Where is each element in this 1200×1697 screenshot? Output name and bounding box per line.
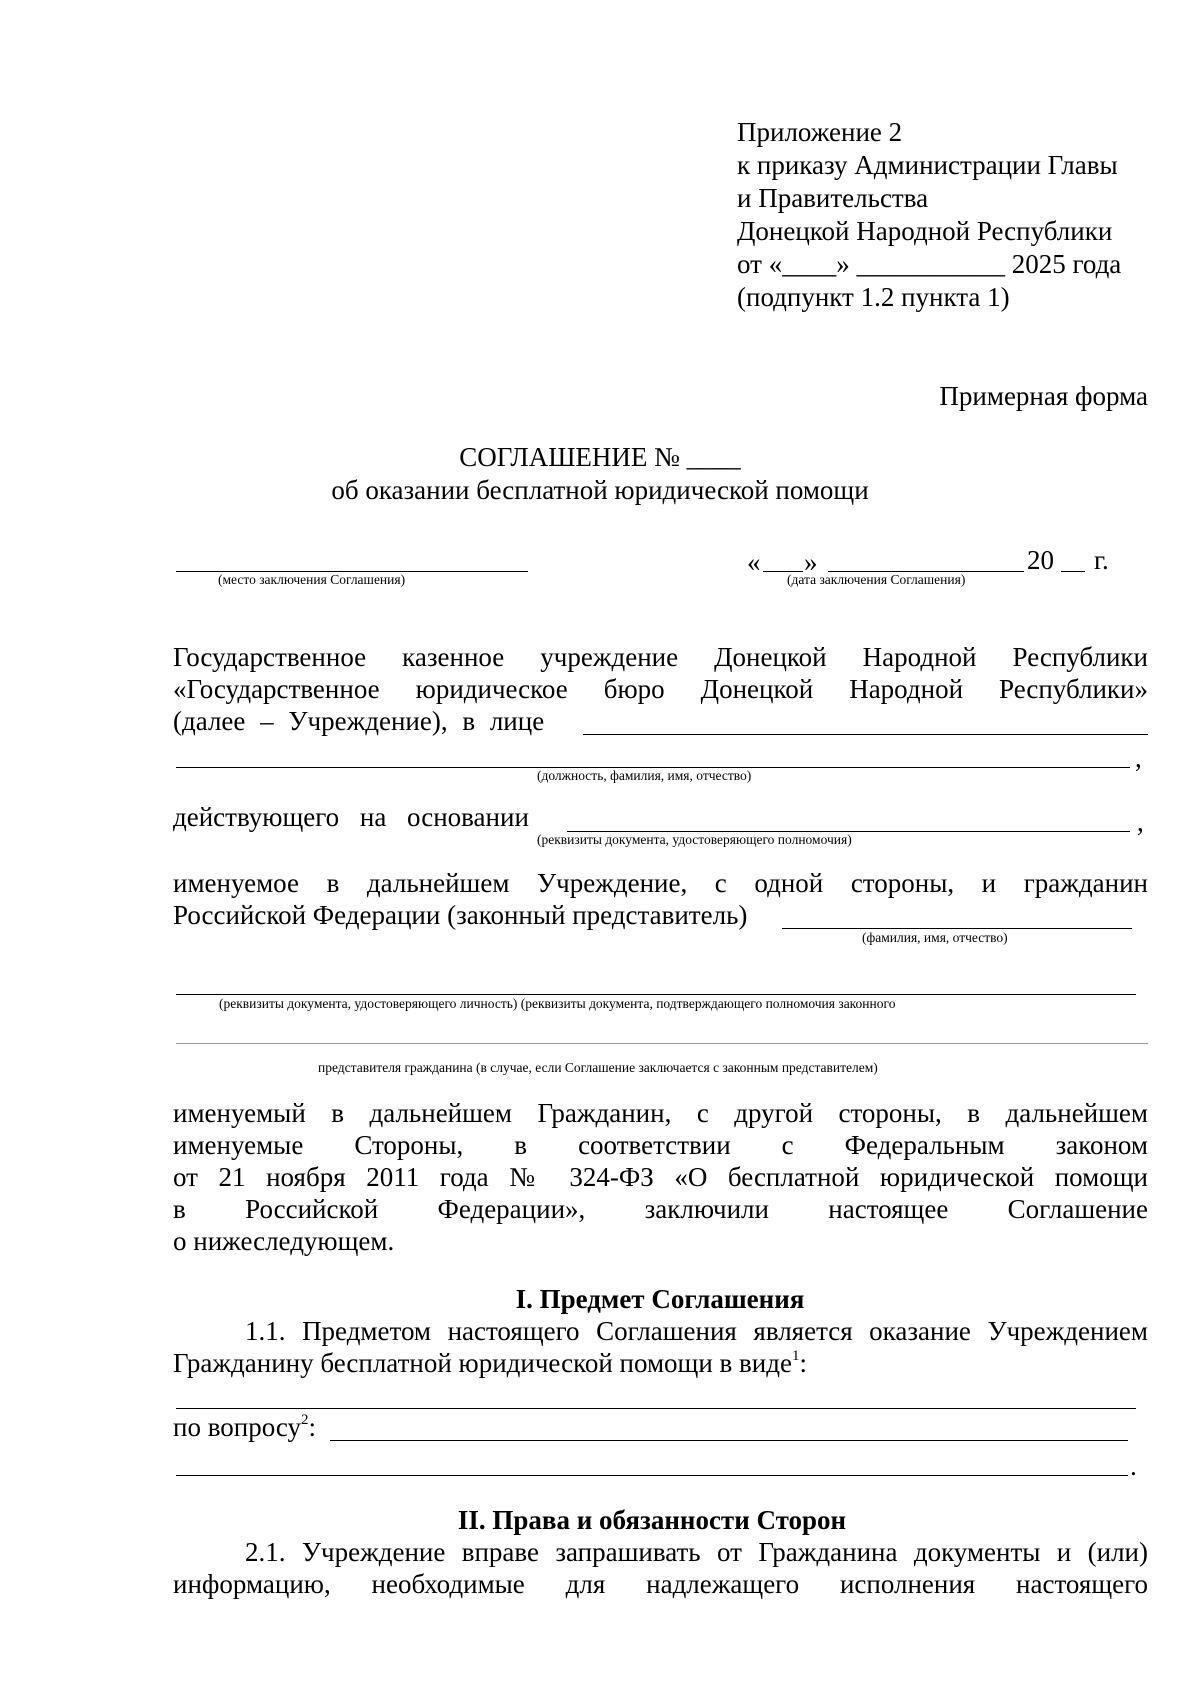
representative-docs-caption: представителя гражданина (в случае, если Соглашение заключается с законным представителем)	[318, 1060, 878, 1075]
date-caption: (дата заключения Соглашения)	[787, 572, 966, 587]
agreement-line2: именуемые Стороны, в соответствии с Федеральным законом	[173, 1130, 1148, 1160]
question-field-line-2[interactable]	[176, 1475, 1128, 1476]
citizen-docs-caption: (реквизиты документа, удостоверяющего личность) (реквизиты документа, подтверждающего полномочия законного	[219, 996, 896, 1011]
year-suffix: г.	[1094, 545, 1109, 575]
position-caption: (должность, фамилия, имя, отчество)	[537, 768, 752, 783]
agreement-line4: в Российской Федерации», заключили настоящее Соглашение	[173, 1194, 1148, 1224]
legal-aid-type-field-line[interactable]	[176, 1408, 1136, 1409]
citizen-name-field-line[interactable]	[782, 928, 1132, 929]
agreement-line1: именуемый в дальнейшем Гражданин, с другой стороны, в дальнейшем	[173, 1098, 1148, 1128]
footnote-1-marker: 1	[791, 1348, 800, 1364]
section2-p1-line2: информацию, необходимые для надлежащего исполнения настоящего	[173, 1569, 1148, 1599]
date-open-quote: «	[747, 547, 761, 577]
question-period: .	[1130, 1451, 1137, 1481]
appendix-government: и Правительства	[737, 183, 929, 213]
footnote-2-marker: 2	[301, 1412, 309, 1428]
party1-line1: Государственное казенное учреждение Донецкой Народной Республики	[173, 642, 1148, 672]
section1-p1-line1: 1.1. Предметом настоящего Соглашения является оказание Учреждением	[245, 1316, 1148, 1346]
question-label: по вопросу	[173, 1412, 302, 1442]
year-prefix: 20	[1027, 545, 1054, 575]
agreement-line5: о нижеследующем.	[173, 1226, 395, 1256]
party2-line2: Российской Федерации (законный представитель)	[173, 900, 748, 930]
question-field-line[interactable]	[330, 1440, 1128, 1441]
place-caption: (место заключения Соглашения)	[218, 572, 406, 587]
citizen-docs-field-line[interactable]	[176, 994, 1136, 995]
section2-p1-line1: 2.1. Учреждение вправе запрашивать от Гражданина документы и (или)	[245, 1537, 1148, 1567]
section1-p1-line2-wrap	[173, 1347, 807, 1379]
comma-after-basis: ,	[1137, 807, 1144, 837]
acting-basis-label: действующего на основании	[173, 802, 529, 832]
section1-p1-line2: Гражданину бесплатной юридической помощи в виде	[173, 1348, 792, 1378]
party2-line1: именуемое в дальнейшем Учреждение, с одной стороны, и гражданин	[173, 868, 1148, 898]
party1-line2: «Государственное юридическое бюро Донецкой Народной Республики»	[173, 674, 1148, 704]
question-colon: :	[308, 1412, 317, 1442]
citizen-name-caption: (фамилия, имя, отчество)	[862, 930, 1008, 945]
appendix-republic: Донецкой Народной Республики	[737, 216, 1113, 246]
section2-heading: II. Права и обязанности Сторон	[457, 1505, 847, 1535]
document-subtitle: об оказании бесплатной юридической помощи	[331, 475, 869, 505]
representative-field-line[interactable]	[583, 734, 1148, 735]
date-year-line[interactable]	[1061, 571, 1085, 572]
appendix-subclause: (подпункт 1.2 пункта 1)	[737, 282, 1010, 312]
party1-line3: (далее – Учреждение), в лице	[173, 706, 545, 736]
appendix-number: Приложение 2	[737, 117, 903, 147]
colon: :	[799, 1348, 807, 1378]
question-label-wrap	[173, 1411, 316, 1443]
document-title: СОГЛАШЕНИЕ № ____	[459, 442, 741, 472]
basis-caption: (реквизиты документа, удостоверяющего полномочия)	[537, 832, 852, 847]
form-label: Примерная форма	[939, 381, 1148, 411]
comma-after-position: ,	[1135, 743, 1142, 773]
date-close-quote: »	[804, 547, 818, 577]
appendix-order-ref: к приказу Администрации Главы	[737, 150, 1118, 180]
section1-heading: I. Предмет Соглашения	[515, 1284, 805, 1314]
agreement-line3: от 21 ноября 2011 года № 324-ФЗ «О бесплатной юридической помощи	[173, 1162, 1148, 1192]
appendix-date: от «____» ___________ 2025 года	[737, 249, 1122, 279]
representative-docs-field-line[interactable]	[176, 1043, 1148, 1044]
